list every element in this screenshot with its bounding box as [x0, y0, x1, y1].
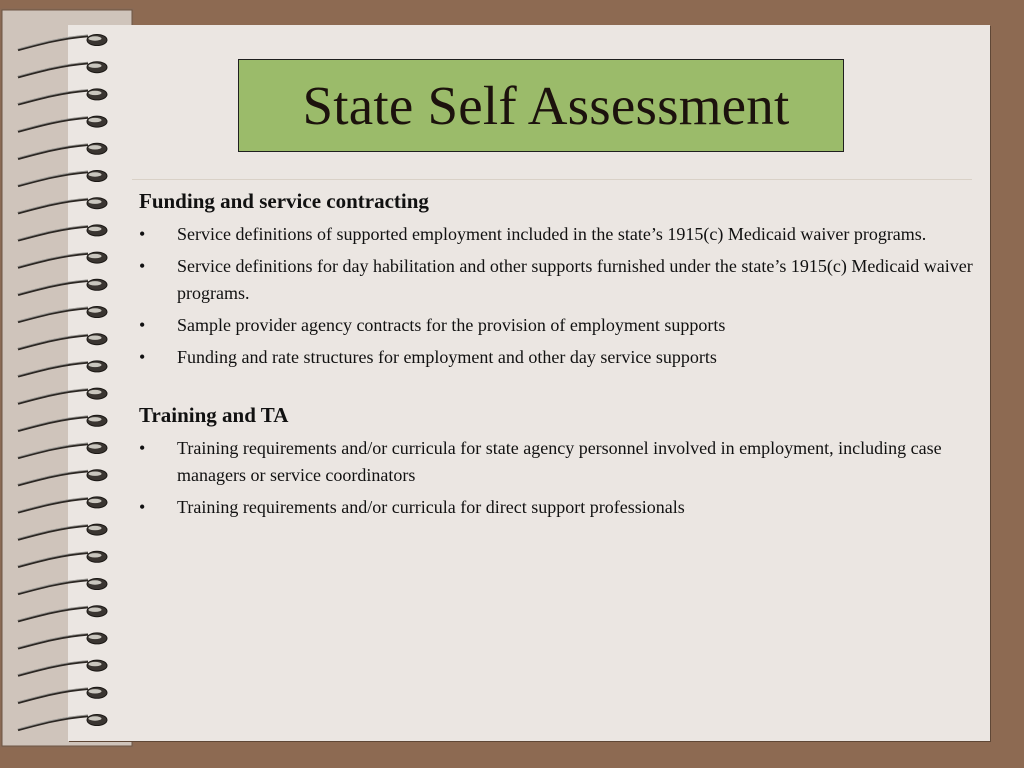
list-item-text: Training requirements and/or curricula for direct support professionals: [177, 497, 685, 517]
list-item-text: Service definitions for day habilitation and other supports furnished under the state’s 1915(c) Medicaid waiver programs.: [177, 256, 973, 303]
bullet-icon: •: [139, 256, 146, 276]
spiral-coil-icon: [18, 116, 107, 132]
section-funding: [139, 187, 979, 371]
section-heading: Training and TA: [139, 403, 289, 427]
spiral-coil-icon: [18, 606, 107, 622]
spiral-coil-icon: [18, 307, 107, 323]
spiral-coil-icon: [18, 252, 107, 268]
list-item: [139, 435, 979, 489]
list-item-text: Training requirements and/or curricula for state agency personnel involved in employment, including case managers or service coordinators: [177, 438, 942, 485]
list-item-text: Service definitions of supported employment included in the state’s 1915(c) Medicaid waiver programs.: [177, 224, 927, 244]
spiral-coil-icon: [18, 687, 107, 703]
section-spacer: [139, 376, 979, 401]
bullet-icon: •: [139, 224, 146, 244]
section-training: [139, 401, 979, 521]
slide-content: [139, 187, 979, 526]
list-item-text: Sample provider agency contracts for the provision of employment supports: [177, 315, 726, 335]
spiral-coil-icon: [18, 279, 107, 295]
spiral-coil-icon: [18, 524, 107, 540]
spiral-coil-icon: [18, 198, 107, 214]
spiral-coil-icon: [18, 715, 107, 731]
spiral-coil-icon: [18, 497, 107, 513]
spiral-coil-icon: [18, 579, 107, 595]
list-item: [139, 221, 979, 248]
spiral-coil-icon: [18, 225, 107, 241]
bullet-icon: •: [139, 438, 146, 458]
list-item: [139, 494, 979, 521]
spiral-coil-icon: [18, 443, 107, 459]
title-divider: [132, 179, 972, 180]
spiral-coil-icon: [18, 633, 107, 649]
spiral-coil-icon: [18, 660, 107, 676]
bullet-icon: •: [139, 315, 146, 335]
bullet-list: [139, 435, 979, 521]
list-item: [139, 312, 979, 339]
spiral-coil-icon: [18, 35, 107, 51]
spiral-coil-icon: [18, 361, 107, 377]
list-item-text: Funding and rate structures for employment and other day service supports: [177, 347, 717, 367]
list-item: [139, 344, 979, 371]
spiral-coil-icon: [18, 62, 107, 78]
bullet-icon: •: [139, 497, 146, 517]
title-box: [238, 59, 844, 152]
list-item: [139, 253, 979, 307]
bullet-list: [139, 221, 979, 371]
spiral-coil-icon: [18, 89, 107, 105]
spiral-coil-icon: [18, 143, 107, 159]
spiral-coil-icon: [18, 334, 107, 350]
spiral-coil-icon: [18, 470, 107, 486]
spiral-coil-icon: [18, 551, 107, 567]
spiral-coil-icon: [18, 415, 107, 431]
spiral-binding-icon: [0, 0, 120, 768]
spiral-coil-icon: [18, 388, 107, 404]
section-heading: Funding and service contracting: [139, 189, 429, 213]
slide-title: State Self Assessment: [302, 75, 790, 136]
bullet-icon: •: [139, 347, 146, 367]
spiral-coil-icon: [18, 171, 107, 187]
